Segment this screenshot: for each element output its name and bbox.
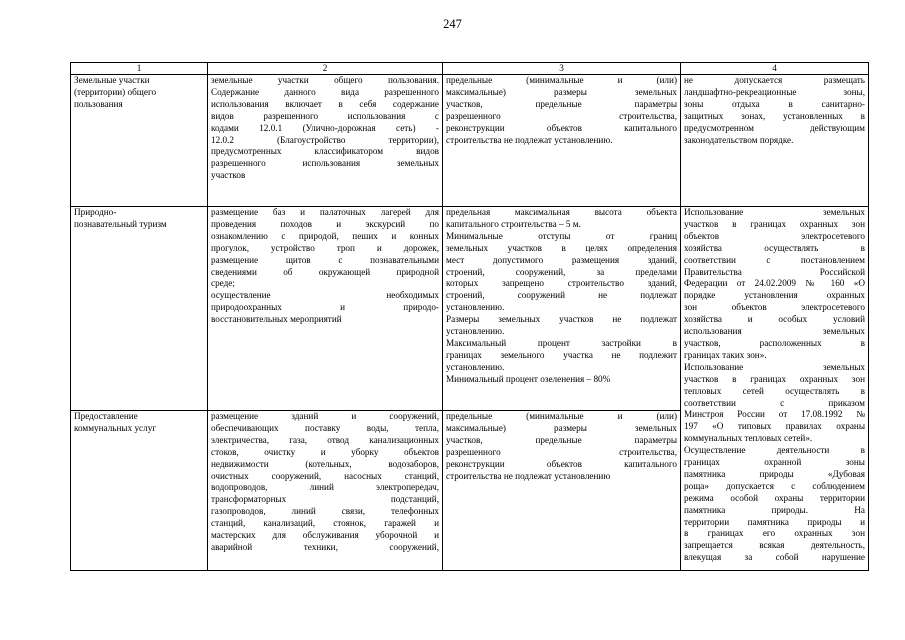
restrictions-line: соответствии с постановлением (684, 254, 865, 265)
column-header-1: 1 (71, 63, 208, 75)
parameters-line: участков, предельные параметры (446, 98, 677, 109)
restrictions-line: зон объектов электросетевого (684, 302, 865, 313)
parameters-line: строительства не подлежат установлению. (446, 134, 613, 145)
restrictions-line: памятника природы «Дубовая (684, 468, 865, 479)
restrictions-line: роща» допускается с соблюдением (684, 480, 865, 491)
parameters-line: максимальные) размеры земельных (446, 86, 677, 97)
parameters-line: установлению. (446, 302, 505, 313)
description-line: проведения походов и экскурсий по (211, 218, 439, 229)
parameters-line: установлению. (446, 326, 505, 337)
description-line: осуществление необходимых (211, 290, 439, 301)
restrictions-cell (681, 75, 869, 207)
land-use-type-line: пользования (74, 98, 123, 109)
restrictions-line: Использование земельных (684, 207, 865, 217)
description-line: газопроводов, линий связи, телефонных (211, 506, 439, 517)
restrictions-line: запрещается всякая деятельность, (684, 540, 865, 551)
parameters-cell (443, 411, 681, 571)
land-use-type-line: познавательный туризм (74, 218, 167, 229)
restrictions-line: соответствии с приказом (684, 397, 865, 408)
restrictions-line: не допускается размещать (684, 75, 865, 85)
restrictions-line: порядке установления охранных (684, 290, 865, 301)
parameters-line: мест допустимого размещения зданий, (446, 254, 677, 265)
column-header-4: 4 (681, 63, 869, 75)
description-line: среде; (211, 278, 235, 289)
description-line: стоков, очистку и уборку объектов (211, 446, 439, 457)
land-use-type-line: Природно- (74, 207, 117, 217)
description-line: размещение баз и палаточных лагерей для (211, 207, 439, 217)
land-use-type-cell (71, 207, 208, 411)
parameters-line: строений, сооружений не подлежат (446, 290, 677, 301)
parameters-line: предельная максимальная высота объекта (446, 207, 677, 217)
parameters-cell (443, 75, 681, 207)
restrictions-line: 197 «О типовых правилах охраны (684, 421, 865, 432)
land-use-type-line: (территории) общего (74, 86, 157, 97)
restrictions-line: хозяйства осуществлять в (684, 242, 865, 253)
restrictions-line: ландшафтно-рекреационные зоны, (684, 86, 865, 97)
description-line: предусмотренных классификатором видов (211, 146, 439, 157)
restrictions-line: в границах его охранных зон (684, 528, 865, 539)
land-use-type-cell (71, 411, 208, 571)
restrictions-line: Федерации от 24.02.2009 № 160 «О (684, 278, 865, 289)
restrictions-line: коммунальных тепловых сетей». (684, 433, 813, 444)
restrictions-line: границах таких зон». (684, 349, 767, 360)
parameters-line: капитального строительства – 5 м. (446, 218, 581, 229)
description-cell (208, 411, 443, 571)
parameters-line: границах земельного участка не подлежит (446, 349, 677, 360)
column-header-3: 3 (443, 63, 681, 75)
description-line: кодами 12.0.1 (Улично-дорожная сеть) - (211, 122, 439, 133)
description-line: ознакомлению с природой, пеших и конных (211, 230, 439, 241)
parameters-line: земельных участков в целях определения (446, 242, 677, 253)
description-line: трансформаторных подстанций, (211, 494, 439, 505)
restrictions-line: участков, расположенных в (684, 337, 865, 348)
description-line: природоохранных и природо- (211, 302, 439, 313)
parameters-line: Максимальный процент застройки в (446, 337, 677, 348)
parameters-line: Размеры земельных участков не подлежат (446, 314, 677, 325)
column-header-2: 2 (208, 63, 443, 75)
land-use-type-cell (71, 75, 208, 207)
restrictions-line: участков в границах охранных зон (684, 373, 865, 384)
parameters-line: максимальные) размеры земельных (446, 422, 677, 433)
parameters-line: предельные (минимальные и (или) (446, 411, 677, 421)
description-line: использования включает в себя содержание (211, 98, 439, 109)
parameters-line: реконструкции объектов капитального (446, 122, 677, 133)
description-line: Содержание данного вида разрешенного (211, 86, 439, 97)
page-number: 247 (443, 17, 462, 31)
restrictions-line: Осуществление деятельности в (684, 445, 865, 456)
description-line: станций, канализаций, стоянок, гаражей и (211, 518, 439, 529)
parameters-line: которых запрещено строительство зданий, (446, 278, 677, 289)
restrictions-line: объектов электросетевого (684, 230, 865, 241)
description-line: восстановительных мероприятий (211, 314, 342, 325)
parameters-line: Минимальный процент озеленения – 80% (446, 373, 611, 384)
description-line: недвижимости (котельных, водозаборов, (211, 458, 439, 469)
restrictions-line: Правительства Российской (684, 266, 865, 277)
description-line: земельные участки общего пользования. (211, 75, 439, 85)
parameters-line: Минимальные отступы от границ (446, 230, 677, 241)
restrictions-line: защитных зонах, установленных в (684, 110, 865, 121)
description-line: прогулок, устройство троп и дорожек, (211, 242, 439, 253)
description-line: видов разрешенного использования с (211, 110, 439, 121)
table-row (71, 207, 869, 411)
description-line: электричества, газа, отвод канализационных (211, 434, 439, 445)
description-line: водопроводов, линий электропередач, (211, 482, 439, 493)
description-cell (208, 207, 443, 411)
description-line: сведениями об окружающей природной (211, 266, 439, 277)
restrictions-line: зоны отдыха в санитарно- (684, 98, 865, 109)
parameters-line: разрешенного строительства, (446, 110, 677, 121)
restrictions-line: территории памятника природы и (684, 516, 865, 527)
parameters-line: установлению. (446, 361, 505, 372)
land-use-type-line: коммунальных услуг (74, 422, 157, 433)
restrictions-continued-cell (681, 207, 869, 571)
restrictions-line: предусмотренном действующим (684, 122, 865, 133)
description-line: аварийной техники, сооружений, (211, 541, 439, 552)
parameters-line: строительства не подлежат установлению (446, 470, 611, 481)
parameters-cell (443, 207, 681, 411)
restrictions-line: влекущая за собой нарушение (684, 552, 865, 563)
restrictions-line: законодательством порядке. (684, 134, 794, 145)
header-row (71, 63, 869, 75)
parameters-line: строений, сооружений, за пределами (446, 266, 677, 277)
description-line: участков (211, 170, 246, 181)
description-line: размещение щитов с познавательными (211, 254, 439, 265)
restrictions-line: тепловых сетей осуществлять в (684, 385, 865, 396)
restrictions-line: хозяйства и особых условий (684, 314, 865, 325)
description-line: размещение зданий и сооружений, (211, 411, 439, 421)
restrictions-line: использования земельных (684, 326, 865, 337)
parameters-line: предельные (минимальные и (или) (446, 75, 677, 85)
restrictions-line: участков в границах охранных зон (684, 218, 865, 229)
land-use-type-line: Предоставление (74, 411, 138, 421)
parameters-line: разрешенного строительства, (446, 446, 677, 457)
parameters-line: реконструкции объектов капитального (446, 458, 677, 469)
land-use-table (70, 62, 869, 571)
description-cell (208, 75, 443, 207)
description-line: очистных сооружений, насосных станций, (211, 470, 439, 481)
restrictions-line: режима особой охраны территории (684, 492, 865, 503)
restrictions-line: Использование земельных (684, 361, 865, 372)
restrictions-line: Минстроя России от 17.08.1992 № (684, 409, 865, 420)
parameters-line: участков, предельные параметры (446, 434, 677, 445)
description-line: 12.0.2 (Благоустройство территории), (211, 134, 439, 145)
description-line: мастерских для обслуживания уборочной и (211, 530, 439, 541)
description-line: разрешенного использования земельных (211, 158, 439, 169)
description-line: обеспечивающих поставку воды, тепла, (211, 422, 439, 433)
table-row (71, 75, 869, 207)
restrictions-line: памятника природы. На (684, 504, 865, 515)
land-use-type-line: Земельные участки (74, 75, 150, 85)
restrictions-line: границах охранной зоны (684, 457, 865, 468)
